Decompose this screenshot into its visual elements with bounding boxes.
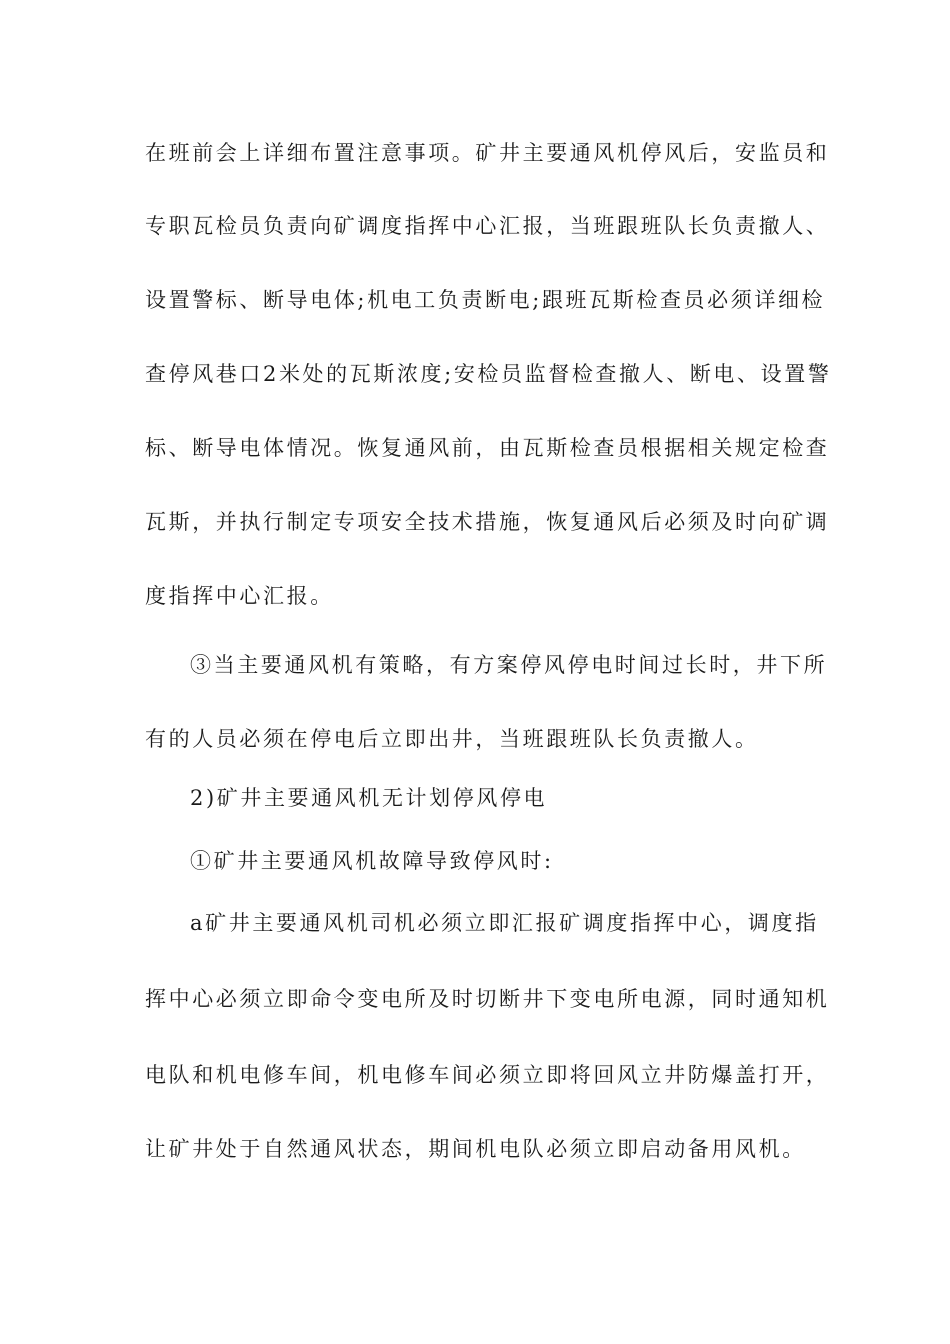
paragraph-line: 专职瓦检员负责向矿调度指挥中心汇报，当班跟班队长负责撤人、	[145, 214, 830, 238]
paragraph-line: 查停风巷口2米处的瓦斯浓度;安检员监督检查撤人、断电、设置警	[145, 362, 832, 386]
subsection-heading: ①矿井主要通风机故障导致停风时:	[190, 849, 554, 873]
paragraph-line: 挥中心必须立即命令变电所及时切断井下变电所电源，同时通知机	[145, 987, 830, 1011]
paragraph-line: 有的人员必须在停电后立即出井，当班跟班队长负责撤人。	[145, 727, 759, 751]
paragraph-line: 度指挥中心汇报。	[145, 584, 334, 608]
paragraph-line: a矿井主要通风机司机必须立即汇报矿调度指挥中心，调度指	[190, 911, 819, 935]
paragraph-line: 标、断导电体情况。恢复通风前，由瓦斯检查员根据相关规定检查	[145, 436, 830, 460]
section-heading: 2)矿井主要通风机无计划停风停电	[190, 786, 548, 810]
paragraph-line: 瓦斯，并执行制定专项安全技术措施，恢复通风后必须及时向矿调	[145, 510, 830, 534]
paragraph-line: 设置警标、断导电体;机电工负责断电;跟班瓦斯检查员必须详细检	[145, 288, 826, 312]
paragraph-line: 让矿井处于自然通风状态，期间机电队必须立即启动备用风机。	[145, 1137, 806, 1161]
paragraph-line: 电队和机电修车间，机电修车间必须立即将回风立井防爆盖打开，	[145, 1063, 830, 1087]
paragraph-line: ③当主要通风机有策略，有方案停风停电时间过长时，井下所	[190, 653, 828, 677]
paragraph-line: 在班前会上详细布置注意事项。矿井主要通风机停风后，安监员和	[145, 141, 830, 165]
